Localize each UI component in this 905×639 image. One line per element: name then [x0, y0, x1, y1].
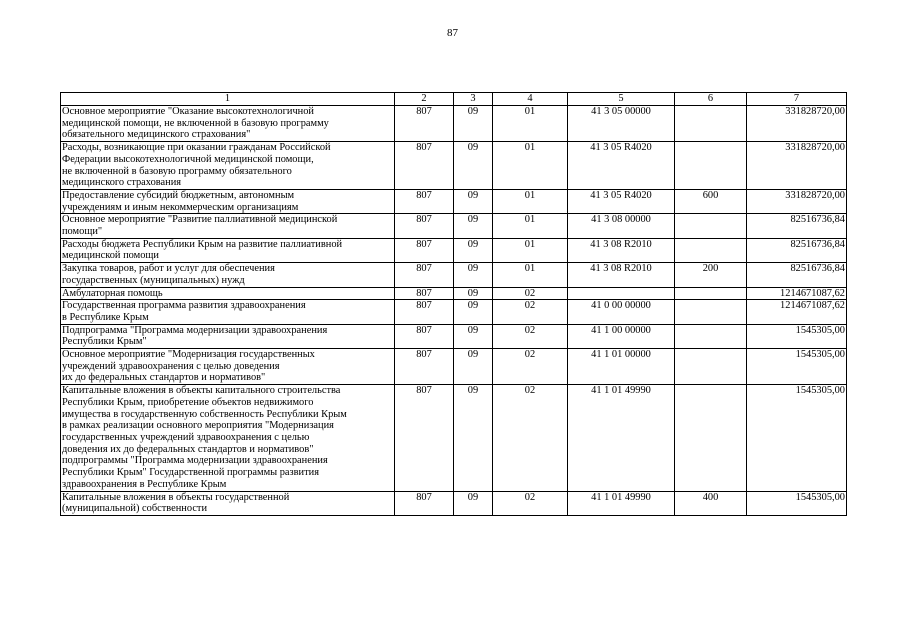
row-ved-code: 807 [395, 349, 454, 385]
row-expense-type [675, 106, 747, 142]
row-expense-type [675, 324, 747, 348]
row-name: Подпрограмма "Программа модернизации здравоохранения Республики Крым" [61, 324, 395, 348]
row-razdel-code: 09 [454, 238, 493, 262]
row-podrazdel-code: 02 [493, 300, 568, 324]
row-razdel-code: 09 [454, 324, 493, 348]
row-ved-code: 807 [395, 142, 454, 190]
table-row [61, 214, 847, 238]
row-name: Основное мероприятие "Развитие паллиативной медицинской помощи" [61, 214, 395, 238]
header-col-7: 7 [747, 93, 847, 106]
row-target-article [568, 287, 675, 300]
row-target-article: 41 3 05 R4020 [568, 189, 675, 213]
header-col-6: 6 [675, 93, 747, 106]
row-name: Амбулаторная помощь [61, 287, 395, 300]
row-sum: 1214671087,62 [747, 300, 847, 324]
row-name: Основное мероприятие "Оказание высокотехнологичной медицинской помощи, не включенной в базовую программу обязательного медицинского страхования" [61, 106, 395, 142]
row-name: Расходы бюджета Республики Крым на развитие паллиативной медицинской помощи [61, 238, 395, 262]
row-expense-type: 600 [675, 189, 747, 213]
row-razdel-code: 09 [454, 300, 493, 324]
row-target-article: 41 1 01 49990 [568, 491, 675, 515]
table-row [61, 142, 847, 190]
table-row [61, 238, 847, 262]
row-sum: 82516736,84 [747, 214, 847, 238]
row-razdel-code: 09 [454, 214, 493, 238]
row-podrazdel-code: 02 [493, 385, 568, 491]
row-sum: 1545305,00 [747, 385, 847, 491]
row-podrazdel-code: 01 [493, 214, 568, 238]
row-target-article: 41 1 00 00000 [568, 324, 675, 348]
row-target-article: 41 3 05 00000 [568, 106, 675, 142]
row-ved-code: 807 [395, 106, 454, 142]
row-expense-type [675, 349, 747, 385]
row-ved-code: 807 [395, 324, 454, 348]
row-ved-code: 807 [395, 263, 454, 287]
row-target-article: 41 3 08 R2010 [568, 238, 675, 262]
table-row [61, 300, 847, 324]
row-name: Государственная программа развития здравоохранения в Республике Крым [61, 300, 395, 324]
row-podrazdel-code: 01 [493, 142, 568, 190]
row-podrazdel-code: 01 [493, 263, 568, 287]
table-header-row [61, 93, 847, 106]
row-razdel-code: 09 [454, 491, 493, 515]
page-number: 87 [447, 27, 458, 39]
header-col-4: 4 [493, 93, 568, 106]
row-sum: 1545305,00 [747, 491, 847, 515]
row-target-article: 41 1 01 49990 [568, 385, 675, 491]
row-expense-type [675, 300, 747, 324]
row-expense-type: 400 [675, 491, 747, 515]
row-expense-type: 200 [675, 263, 747, 287]
row-expense-type [675, 142, 747, 190]
row-ved-code: 807 [395, 491, 454, 515]
row-sum: 331828720,00 [747, 142, 847, 190]
row-sum: 331828720,00 [747, 106, 847, 142]
row-expense-type [675, 287, 747, 300]
row-sum: 1214671087,62 [747, 287, 847, 300]
table-row [61, 106, 847, 142]
row-podrazdel-code: 02 [493, 349, 568, 385]
row-podrazdel-code: 02 [493, 287, 568, 300]
row-podrazdel-code: 02 [493, 324, 568, 348]
row-ved-code: 807 [395, 189, 454, 213]
row-target-article: 41 3 08 R2010 [568, 263, 675, 287]
row-sum: 82516736,84 [747, 263, 847, 287]
row-expense-type [675, 214, 747, 238]
row-target-article: 41 3 05 R4020 [568, 142, 675, 190]
row-sum: 1545305,00 [747, 349, 847, 385]
table-row [61, 287, 847, 300]
header-col-3: 3 [454, 93, 493, 106]
budget-table [60, 92, 847, 516]
row-target-article: 41 0 00 00000 [568, 300, 675, 324]
row-name: Расходы, возникающие при оказании гражданам Российской Федерации высокотехнологичной медицинской помощи, не включенной в базовую программу обязательного медицинского страхования [61, 142, 395, 190]
row-name: Основное мероприятие "Модернизация государственных учреждений здравоохранения с целью доведения их до федеральных стандартов и нормативов" [61, 349, 395, 385]
row-sum: 1545305,00 [747, 324, 847, 348]
header-col-1: 1 [61, 93, 395, 106]
table-row [61, 324, 847, 348]
row-razdel-code: 09 [454, 142, 493, 190]
row-ved-code: 807 [395, 287, 454, 300]
row-podrazdel-code: 02 [493, 491, 568, 515]
table-row [61, 263, 847, 287]
row-razdel-code: 09 [454, 385, 493, 491]
row-sum: 331828720,00 [747, 189, 847, 213]
row-expense-type [675, 238, 747, 262]
row-ved-code: 807 [395, 214, 454, 238]
row-name: Закупка товаров, работ и услуг для обеспечения государственных (муниципальных) нужд [61, 263, 395, 287]
row-razdel-code: 09 [454, 263, 493, 287]
header-col-5: 5 [568, 93, 675, 106]
row-name: Предоставление субсидий бюджетным, автономным учреждениям и иным некоммерческим организациям [61, 189, 395, 213]
row-podrazdel-code: 01 [493, 238, 568, 262]
table-row [61, 385, 847, 491]
row-razdel-code: 09 [454, 349, 493, 385]
row-name: Капитальные вложения в объекты государственной (муниципальной) собственности [61, 491, 395, 515]
row-target-article: 41 1 01 00000 [568, 349, 675, 385]
header-col-2: 2 [395, 93, 454, 106]
row-razdel-code: 09 [454, 287, 493, 300]
row-podrazdel-code: 01 [493, 106, 568, 142]
row-razdel-code: 09 [454, 106, 493, 142]
row-podrazdel-code: 01 [493, 189, 568, 213]
row-name: Капитальные вложения в объекты капитального строительства Республики Крым, приобретение объектов недвижимого имущества в государственную собственность Республики Крым в рамках реализации основного мероприятия "Модернизация государственных учреждений здравоохранения с целью доведения их до федеральных стандартов и нормативов" подпрограммы "Программа модернизации здравоохранения Республики Крым" Государственной программы развития здравоохранения в Республике Крым [61, 385, 395, 491]
row-expense-type [675, 385, 747, 491]
table-row [61, 491, 847, 515]
row-sum: 82516736,84 [747, 238, 847, 262]
row-ved-code: 807 [395, 238, 454, 262]
row-razdel-code: 09 [454, 189, 493, 213]
row-target-article: 41 3 08 00000 [568, 214, 675, 238]
table-row [61, 349, 847, 385]
row-ved-code: 807 [395, 300, 454, 324]
table-row [61, 189, 847, 213]
row-ved-code: 807 [395, 385, 454, 491]
